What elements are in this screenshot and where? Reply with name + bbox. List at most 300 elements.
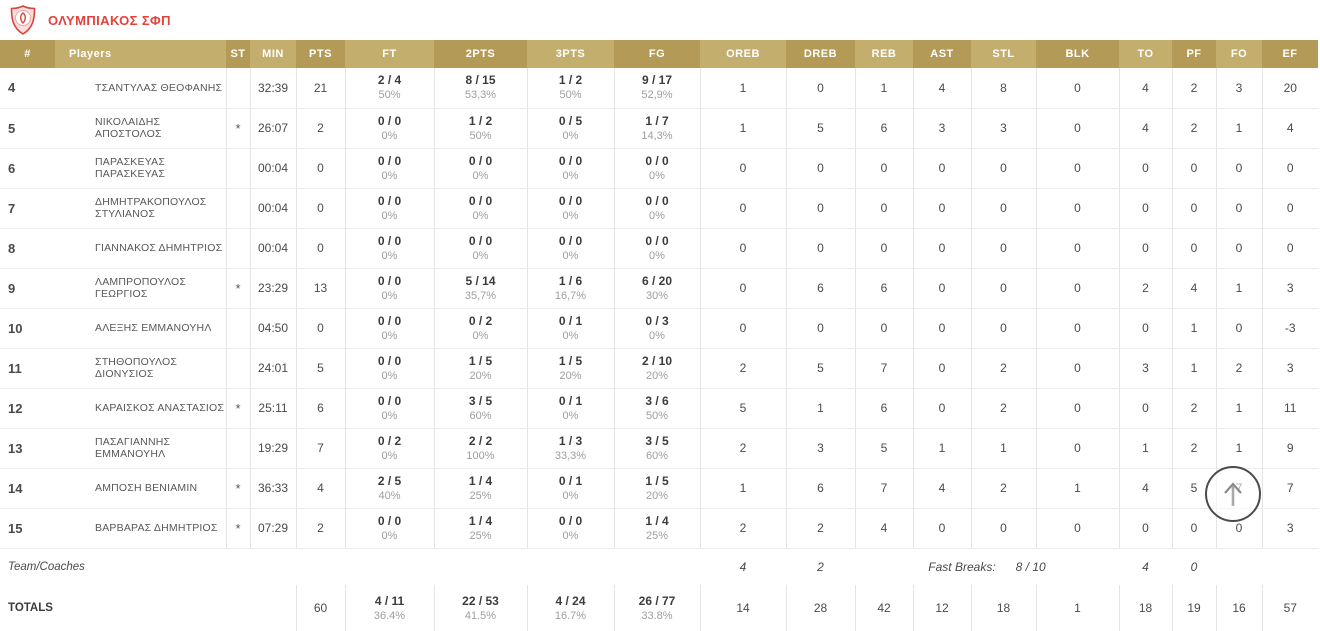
made-attempted: 1 / 4 [468,513,493,528]
stat-to: 0 [1119,388,1172,428]
percentage: 50% [645,409,669,422]
stat-dreb: 1 [786,388,855,428]
made-attempted: 22 / 53 [462,593,499,608]
stat-ast: 0 [913,268,971,308]
stat-reb: 7 [855,468,913,508]
stat-blk: 0 [1036,188,1119,228]
ft-cell [345,348,434,388]
made-attempted: 8 / 15 [465,73,496,88]
2pts-cell [434,468,527,508]
points: 6 [296,388,345,428]
summary-body [0,548,1318,631]
stat-ast: 0 [913,508,971,548]
player-number: 11 [0,348,55,388]
player-name: ΒΑΡΒΑΡΑΣ ΔΗΜΗΤΡΙΟΣ [55,508,226,548]
minutes: 00:04 [250,148,296,188]
3pts-cell [527,68,614,108]
stat-blk: 0 [1036,508,1119,548]
stat-oreb: 1 [700,68,786,108]
stat-pf: 0 [1172,228,1216,268]
2pts-cell [434,308,527,348]
stat-pf: 2 [1172,388,1216,428]
player-name: ΚΑΡΑΙΣΚΟΣ ΑΝΑΣΤΑΣΙΟΣ [55,388,226,428]
minutes: 26:07 [250,108,296,148]
stat-fo: 1 [1216,268,1262,308]
percentage: 20% [559,369,582,382]
fg-cell [614,108,700,148]
totals-to: 18 [1119,585,1172,631]
stat-fo: 3 [1216,68,1262,108]
totals-3pts-cell [527,585,614,631]
percentage: 0% [472,329,489,342]
stat-pf: 2 [1172,108,1216,148]
points: 13 [296,268,345,308]
2pts-cell [434,508,527,548]
starter-flag: * [226,108,250,148]
stat-ef: 11 [1262,388,1318,428]
column-header-3pts: 3PTS [527,40,614,68]
stat-stl: 3 [971,108,1036,148]
stat-dreb: 0 [786,188,855,228]
stat-reb: 0 [855,228,913,268]
made-attempted: 0 / 2 [468,313,493,328]
made-attempted: 0 / 0 [377,353,402,368]
2pts-cell [434,148,527,188]
stat-blk: 0 [1036,68,1119,108]
ft-cell [345,268,434,308]
team-to: 4 [1119,548,1172,585]
box-score-table [0,40,1318,631]
stat-blk: 0 [1036,148,1119,188]
made-attempted: 0 / 0 [645,233,669,248]
player-name: ΠΑΣΑΓΙΑΝΝΗΣ ΕΜΜΑΝΟΥΗΛ [55,428,226,468]
stat-ast: 3 [913,108,971,148]
points: 2 [296,108,345,148]
stat-to: 0 [1119,228,1172,268]
minutes: 25:11 [250,388,296,428]
player-row [0,228,1318,268]
stat-ast: 4 [913,68,971,108]
percentage: 0% [649,169,665,182]
made-attempted: 1 / 4 [645,513,669,528]
2pts-cell [434,228,527,268]
stat-blk: 0 [1036,348,1119,388]
made-attempted: 2 / 5 [377,473,402,488]
3pts-cell [527,228,614,268]
made-attempted: 0 / 0 [558,513,583,528]
made-attempted: 0 / 0 [377,513,402,528]
player-row [0,388,1318,428]
2pts-cell [434,68,527,108]
starter-flag [226,308,250,348]
made-attempted: 2 / 4 [377,73,402,88]
player-number: 15 [0,508,55,548]
percentage: 20% [645,369,669,382]
stat-to: 0 [1119,148,1172,188]
fg-cell [614,388,700,428]
fg-cell [614,68,700,108]
made-attempted: 1 / 2 [468,113,493,128]
made-attempted: 0 / 0 [377,153,402,168]
scroll-to-top-button[interactable] [1205,466,1261,522]
column-header-st: ST [226,40,250,68]
percentage: 0% [381,249,398,262]
column-header-stl: STL [971,40,1036,68]
stat-to: 0 [1119,508,1172,548]
player-name: ΑΜΠΟΣΗ ΒΕΝΙΑΜΙΝ [55,468,226,508]
made-attempted: 0 / 0 [377,233,402,248]
percentage: 0% [649,329,665,342]
stat-pf: 0 [1172,148,1216,188]
stat-pf: 4 [1172,268,1216,308]
stat-reb: 0 [855,308,913,348]
stat-fo: 0 [1216,508,1262,548]
totals-pf: 19 [1172,585,1216,631]
column-header-num: # [0,40,55,68]
3pts-cell [527,348,614,388]
stat-ef: 3 [1262,508,1318,548]
percentage: 0% [381,169,398,182]
totals-dreb: 28 [786,585,855,631]
stat-reb: 4 [855,508,913,548]
stat-oreb: 0 [700,268,786,308]
team-ef-empty [1262,548,1318,585]
stat-reb: 6 [855,268,913,308]
made-attempted: 0 / 0 [468,193,493,208]
team-coaches-label: Team/Coaches [0,548,700,585]
3pts-cell [527,428,614,468]
made-attempted: 1 / 4 [468,473,493,488]
percentage: 16.7% [554,609,587,622]
player-name: ΣΤΗΘΟΠΟΥΛΟΣ ΔΙΟΝΥΣΙΟΣ [55,348,226,388]
stat-blk: 0 [1036,308,1119,348]
percentage: 41.5% [464,609,497,622]
percentage: 30% [645,289,669,302]
column-header-oreb: OREB [700,40,786,68]
stat-oreb: 1 [700,468,786,508]
stat-fo: 1 [1216,108,1262,148]
made-attempted: 3 / 5 [645,433,669,448]
percentage: 0% [562,529,579,542]
player-name: ΝΙΚΟΛΑΙΔΗΣ ΑΠΟΣΤΟΛΟΣ [55,108,226,148]
stat-oreb: 1 [700,108,786,148]
stat-pf: 2 [1172,68,1216,108]
team-coaches-row [0,548,1318,585]
minutes: 23:29 [250,268,296,308]
stat-ef: 0 [1262,148,1318,188]
column-header-2pts: 2PTS [434,40,527,68]
percentage: 53,3% [464,89,497,102]
percentage: 100% [466,449,495,462]
player-name: ΛΑΜΠΡΟΠΟΥΛΟΣ ΓΕΩΡΓΙΟΣ [55,268,226,308]
player-row [0,308,1318,348]
percentage: 35,7% [464,289,497,302]
3pts-cell [527,268,614,308]
made-attempted: 3 / 6 [645,393,669,408]
totals-row [0,585,1318,631]
points: 2 [296,508,345,548]
stat-to: 2 [1119,268,1172,308]
minutes: 24:01 [250,348,296,388]
stat-reb: 5 [855,428,913,468]
stat-fo: 1 [1216,428,1262,468]
stat-pf: 0 [1172,188,1216,228]
team-oreb: 4 [700,548,786,585]
stat-oreb: 0 [700,188,786,228]
stat-fo: 0 [1216,188,1262,228]
made-attempted: 5 / 14 [465,273,496,288]
made-attempted: 1 / 5 [558,353,583,368]
fg-cell [614,228,700,268]
stat-ast: 4 [913,468,971,508]
minutes: 36:33 [250,468,296,508]
made-attempted: 4 / 24 [555,593,586,608]
percentage: 25% [469,529,492,542]
stat-stl: 8 [971,68,1036,108]
fg-cell [614,268,700,308]
stat-oreb: 2 [700,508,786,548]
player-number: 8 [0,228,55,268]
starter-flag: * [226,388,250,428]
made-attempted: 0 / 0 [645,153,669,168]
stat-fo: 1 [1216,388,1262,428]
column-header-players: Players [55,40,226,68]
percentage: 14,3% [641,129,673,142]
stat-stl: 2 [971,468,1036,508]
3pts-cell [527,388,614,428]
2pts-cell [434,428,527,468]
points: 5 [296,348,345,388]
stat-blk: 0 [1036,108,1119,148]
stat-pf: 0 [1172,508,1216,548]
stat-stl: 2 [971,348,1036,388]
players-body [0,68,1318,548]
starter-flag [226,68,250,108]
points: 0 [296,188,345,228]
made-attempted: 0 / 0 [558,153,583,168]
stat-blk: 1 [1036,468,1119,508]
percentage: 0% [472,169,489,182]
stat-dreb: 5 [786,108,855,148]
3pts-cell [527,188,614,228]
stat-fo: 0 [1216,308,1262,348]
stat-ef: 9 [1262,428,1318,468]
stat-ast: 0 [913,188,971,228]
made-attempted: 0 / 0 [377,193,402,208]
player-number: 13 [0,428,55,468]
percentage: 50% [378,89,401,102]
made-attempted: 0 / 3 [645,313,669,328]
percentage: 0% [381,289,398,302]
made-attempted: 1 / 3 [558,433,583,448]
stat-stl: 1 [971,428,1036,468]
totals-2pts-cell [434,585,527,631]
made-attempted: 6 / 20 [641,273,673,288]
made-attempted: 1 / 5 [645,473,669,488]
stat-dreb: 2 [786,508,855,548]
player-number: 12 [0,388,55,428]
stat-stl: 0 [971,228,1036,268]
made-attempted: 0 / 1 [558,313,583,328]
fg-cell [614,308,700,348]
made-attempted: 3 / 5 [468,393,493,408]
team-fo-empty [1216,548,1262,585]
percentage: 52,9% [641,89,673,102]
stat-blk: 0 [1036,428,1119,468]
fg-cell [614,428,700,468]
stat-reb: 6 [855,388,913,428]
percentage: 60% [469,409,492,422]
totals-reb: 42 [855,585,913,631]
stat-dreb: 3 [786,428,855,468]
fg-cell [614,188,700,228]
stat-blk: 0 [1036,268,1119,308]
stat-stl: 0 [971,308,1036,348]
team-logo-icon [10,5,36,35]
percentage: 20% [645,489,669,502]
points: 0 [296,148,345,188]
ft-cell [345,308,434,348]
3pts-cell [527,148,614,188]
points: 0 [296,228,345,268]
stat-dreb: 0 [786,148,855,188]
percentage: 0% [381,329,398,342]
fg-cell [614,468,700,508]
made-attempted: 0 / 0 [468,233,493,248]
starter-flag [226,348,250,388]
fg-cell [614,148,700,188]
2pts-cell [434,268,527,308]
percentage: 0% [562,409,579,422]
made-attempted: 0 / 0 [468,153,493,168]
percentage: 0% [562,489,579,502]
fast-breaks-label: Fast Breaks: [928,559,996,574]
column-header-fg: FG [614,40,700,68]
minutes: 00:04 [250,188,296,228]
stat-oreb: 5 [700,388,786,428]
player-row [0,108,1318,148]
stat-dreb: 0 [786,308,855,348]
column-header-blk: BLK [1036,40,1119,68]
totals-oreb: 14 [700,585,786,631]
column-header-ft: FT [345,40,434,68]
percentage: 40% [378,489,401,502]
stat-ast: 0 [913,348,971,388]
team-name: ΟΛΥΜΠΙΑΚΟΣ ΣΦΠ [48,12,171,28]
points: 21 [296,68,345,108]
made-attempted: 26 / 77 [638,593,676,608]
player-name: ΠΑΡΑΣΚΕΥΑΣ ΠΑΡΑΣΚΕΥΑΣ [55,148,226,188]
player-row [0,268,1318,308]
player-row [0,148,1318,188]
stat-pf: 1 [1172,348,1216,388]
percentage: 33.8% [641,609,673,622]
player-name: ΑΛΕΞΗΣ ΕΜΜΑΝΟΥΗΛ [55,308,226,348]
player-row [0,508,1318,548]
stat-fo: 0 [1216,148,1262,188]
made-attempted: 0 / 1 [558,473,583,488]
percentage: 60% [645,449,669,462]
stat-to: 1 [1119,428,1172,468]
player-row [0,188,1318,228]
starter-flag: * [226,468,250,508]
team-header [0,0,1320,40]
stat-stl: 0 [971,508,1036,548]
percentage: 0% [381,369,398,382]
3pts-cell [527,108,614,148]
stat-ef: 4 [1262,108,1318,148]
stat-reb: 0 [855,188,913,228]
ft-cell [345,68,434,108]
made-attempted: 1 / 2 [558,73,583,88]
fast-breaks-cell [855,548,1119,585]
stat-ast: 0 [913,148,971,188]
made-attempted: 0 / 0 [377,113,402,128]
stat-ast: 0 [913,388,971,428]
stat-blk: 0 [1036,228,1119,268]
stat-reb: 6 [855,108,913,148]
stat-ast: 0 [913,228,971,268]
fg-cell [614,348,700,388]
made-attempted: 1 / 5 [468,353,493,368]
ft-cell [345,188,434,228]
percentage: 50% [469,129,492,142]
made-attempted: 0 / 0 [377,313,402,328]
percentage: 0% [562,129,579,142]
player-name: ΤΣΑΝΤΥΛΑΣ ΘΕΟΦΑΝΗΣ [55,68,226,108]
stat-oreb: 0 [700,148,786,188]
totals-ast: 12 [913,585,971,631]
percentage: 0% [649,209,665,222]
stat-dreb: 0 [786,228,855,268]
2pts-cell [434,108,527,148]
stat-ast: 1 [913,428,971,468]
percentage: 0% [381,529,398,542]
percentage: 25% [645,529,669,542]
percentage: 0% [649,249,665,262]
stat-to: 3 [1119,348,1172,388]
stat-dreb: 0 [786,68,855,108]
column-header-ef: EF [1262,40,1318,68]
totals-ft-cell [345,585,434,631]
stat-to: 4 [1119,468,1172,508]
made-attempted: 0 / 0 [645,193,669,208]
3pts-cell [527,508,614,548]
2pts-cell [434,188,527,228]
team-pf: 0 [1172,548,1216,585]
minutes: 04:50 [250,308,296,348]
percentage: 50% [559,89,582,102]
totals-stl: 18 [971,585,1036,631]
player-row [0,468,1318,508]
stat-stl: 0 [971,188,1036,228]
ft-cell [345,468,434,508]
2pts-cell [434,388,527,428]
stat-reb: 0 [855,148,913,188]
stat-to: 4 [1119,108,1172,148]
player-number: 14 [0,468,55,508]
totals-pts: 60 [296,585,345,631]
made-attempted: 0 / 2 [377,433,402,448]
made-attempted: 1 / 6 [558,273,583,288]
stat-ast: 0 [913,308,971,348]
points: 4 [296,468,345,508]
percentage: 20% [469,369,492,382]
percentage: 0% [562,209,579,222]
totals-label: TOTALS [0,585,296,631]
player-number: 5 [0,108,55,148]
column-header-dreb: DREB [786,40,855,68]
